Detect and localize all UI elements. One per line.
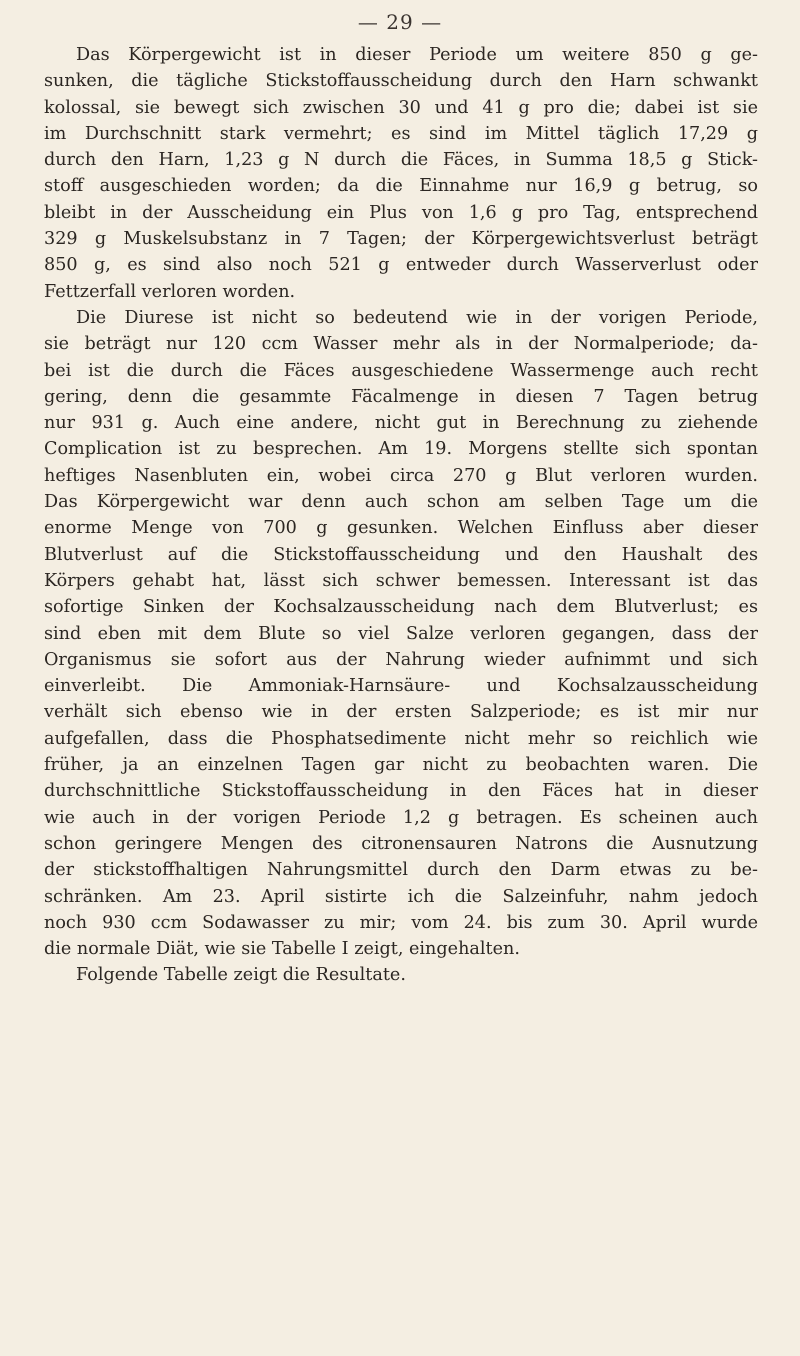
text-line: 329 g Muskelsubstanz in 7 Tagen; der Körpergewichtsverlust beträgt [44, 229, 758, 250]
text-line: Das Körpergewicht war denn auch schon am selben Tage um die [44, 492, 758, 513]
text-line: sie beträgt nur 120 ccm Wasser mehr als in der Normalperiode; da- [44, 334, 758, 355]
text-line: schränken. Am 23. April sistirte ich die Salzeinfuhr, nahm jedoch [44, 886, 758, 907]
text-line: bleibt in der Ausscheidung ein Plus von 1,6 g pro Tag, entsprechend [44, 202, 758, 223]
text-line: gering, denn die gesammte Fäcalmenge in diesen 7 Tagen betrug [44, 386, 758, 407]
text-line: im Durchschnitt stark vermehrt; es sind im Mittel täglich 17,29 g [44, 123, 758, 144]
text-line: Complication ist zu besprechen. Am 19. Morgens stellte sich spontan [44, 439, 758, 460]
text-line: enorme Menge von 700 g gesunken. Welchen Einfluss aber dieser [44, 518, 758, 539]
text-line: Folgende Tabelle zeigt die Resultate. [76, 965, 406, 986]
text-line: Blutverlust auf die Stickstoffausscheidung und den Haushalt des [44, 544, 758, 565]
text-line: kolossal, sie bewegt sich zwischen 30 und 41 g pro die; dabei ist sie [44, 97, 758, 118]
body-text [44, 42, 758, 989]
text-line: sunken, die tägliche Stickstoffausscheidung durch den Harn schwankt [44, 71, 758, 92]
text-line: Fettzerfall verloren worden. [44, 281, 296, 302]
text-line: Das Körpergewicht ist in dieser Periode um weitere 850 g ge- [76, 45, 758, 65]
text-line: noch 930 ccm Sodawasser zu mir; vom 24. bis zum 30. April wurde [44, 912, 758, 933]
text-line: der stickstoffhaltigen Nahrungsmittel durch den Darm etwas zu be- [44, 860, 758, 881]
text-line: schon geringere Mengen des citronensauren Natrons die Ausnutzung [44, 833, 758, 854]
text-line: verhält sich ebenso wie in der ersten Salzperiode; es ist mir nur [44, 702, 758, 723]
page-number-header: — 29 — [357, 10, 443, 34]
text-line: aufgefallen, dass die Phosphatsedimente nicht mehr so reichlich wie [44, 728, 758, 749]
text-line: wie auch in der vorigen Periode 1,2 g betragen. Es scheinen auch [44, 807, 758, 828]
text-line: einverleibt. Die Ammoniak-Harnsäure- und Kochsalzausscheidung [44, 676, 758, 697]
text-line: Die Diurese ist nicht so bedeutend wie in der vorigen Periode, [76, 307, 758, 328]
text-line: die normale Diät, wie sie Tabelle I zeigt, eingehalten. [44, 939, 520, 960]
text-line: durch den Harn, 1,23 g N durch die Fäces, in Summa 18,5 g Stick- [44, 150, 758, 171]
text-line: nur 931 g. Auch eine andere, nicht gut in Berechnung zu ziehende [44, 413, 758, 434]
text-line: 850 g, es sind also noch 521 g entweder durch Wasserverlust oder [44, 255, 758, 276]
text-line: durchschnittliche Stickstoffausscheidung in den Fäces hat in dieser [44, 781, 758, 802]
text-line: früher, ja an einzelnen Tagen gar nicht zu beobachten waren. Die [44, 755, 758, 776]
text-line: heftiges Nasenbluten ein, wobei circa 270 g Blut verloren wurden. [44, 465, 758, 486]
text-line: Körpers gehabt hat, lässt sich schwer bemessen. Interessant ist das [44, 570, 758, 591]
text-line: bei ist die durch die Fäces ausgeschiedene Wassermenge auch recht [44, 360, 758, 381]
text-line: sofortige Sinken der Kochsalzausscheidung nach dem Blutverlust; es [44, 597, 758, 618]
text-line: sind eben mit dem Blute so viel Salze verloren gegangen, dass der [44, 623, 758, 644]
text-line: Organismus sie sofort aus der Nahrung wieder aufnimmt und sich [44, 649, 758, 670]
text-line: stoff ausgeschieden worden; da die Einnahme nur 16,9 g betrug, so [44, 176, 758, 197]
